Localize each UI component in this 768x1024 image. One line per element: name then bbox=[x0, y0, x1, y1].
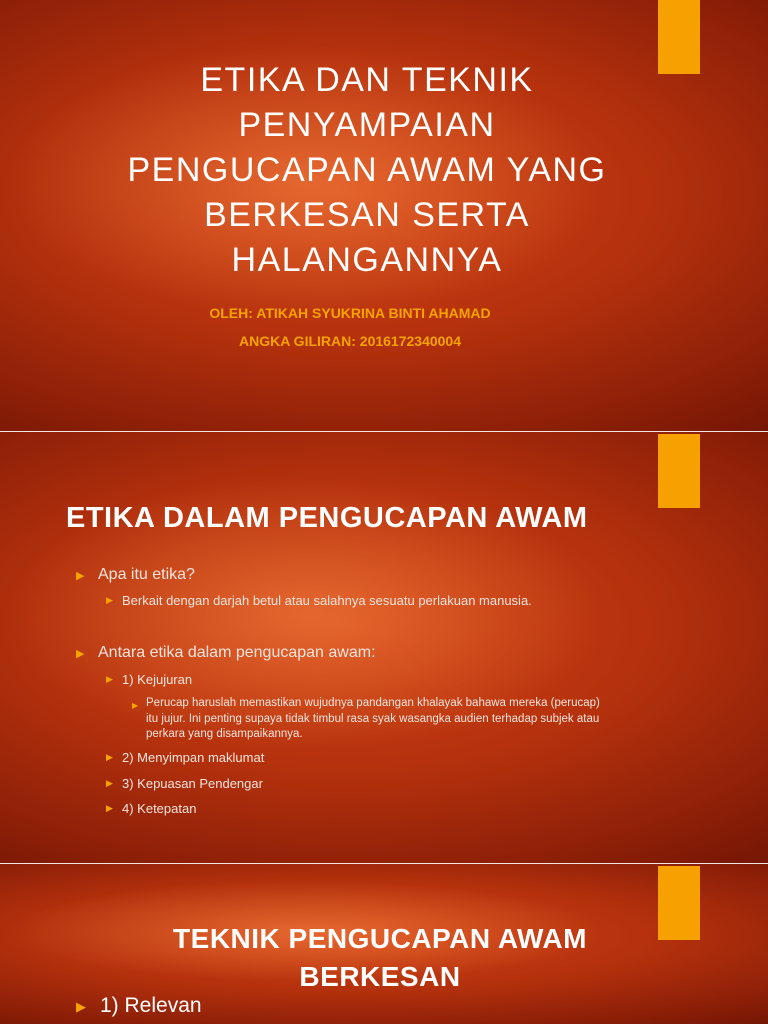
triangle-right-icon: ▶ bbox=[132, 701, 139, 710]
triangle-right-icon: ▶ bbox=[106, 674, 113, 684]
list-item: ▶ 3) Kepuasan Pendengar bbox=[106, 776, 263, 791]
list-item: ▶ Apa itu etika? bbox=[76, 566, 195, 583]
title-line: PENYAMPAIAN bbox=[238, 106, 496, 144]
title-line: BERKESAN SERTA bbox=[204, 196, 530, 234]
slide-title: ETIKA DALAM PENGUCAPAN AWAM bbox=[66, 502, 588, 534]
ethics-slide bbox=[0, 432, 768, 864]
list-item: ▶ Antara etika dalam pengucapan awam: bbox=[76, 644, 376, 661]
title-slide bbox=[0, 0, 768, 432]
triangle-right-icon: ▶ bbox=[106, 778, 113, 788]
technique-slide bbox=[0, 864, 768, 1024]
presentation-title bbox=[60, 58, 674, 283]
id-number-line: ANGKA GILIRAN: 2016172340004 bbox=[238, 333, 462, 349]
triangle-right-icon: ▶ bbox=[106, 752, 113, 762]
title-line: ETIKA DAN TEKNIK bbox=[200, 61, 534, 99]
accent-bar bbox=[658, 434, 700, 508]
list-item: ▶ Perucap haruslah memastikan wujudnya pandangan khalayak bahawa mereka (perucap) itu jujur. Ini penting supaya tidak timbul rasa syak wasangka audien terhadap subjek atau perkara yang disampaikannya. bbox=[132, 697, 600, 740]
list-item: ▶ 1) Relevan bbox=[76, 994, 202, 1017]
list-item: ▶ Berkait dengan darjah betul atau salahnya sesuatu perlakuan manusia. bbox=[106, 593, 532, 608]
list-item: ▶ 4) Ketepatan bbox=[106, 801, 197, 816]
triangle-right-icon: ▶ bbox=[76, 999, 86, 1014]
author-line: OLEH: ATIKAH SYUKRINA BINTI AHAMAD bbox=[209, 305, 491, 321]
triangle-right-icon: ▶ bbox=[106, 595, 113, 605]
triangle-right-icon: ▶ bbox=[106, 803, 113, 813]
slide-title: TEKNIK PENGUCAPAN AWAM BERKESAN bbox=[173, 923, 587, 992]
list-item: ▶ 1) Kejujuran bbox=[106, 672, 193, 687]
triangle-right-icon: ▶ bbox=[76, 648, 85, 660]
title-line: PENGUCAPAN AWAM YANG bbox=[127, 151, 607, 189]
list-item: ▶ 2) Menyimpan maklumat bbox=[106, 750, 265, 765]
triangle-right-icon: ▶ bbox=[76, 570, 85, 582]
title-line: HALANGANNYA bbox=[231, 241, 503, 279]
